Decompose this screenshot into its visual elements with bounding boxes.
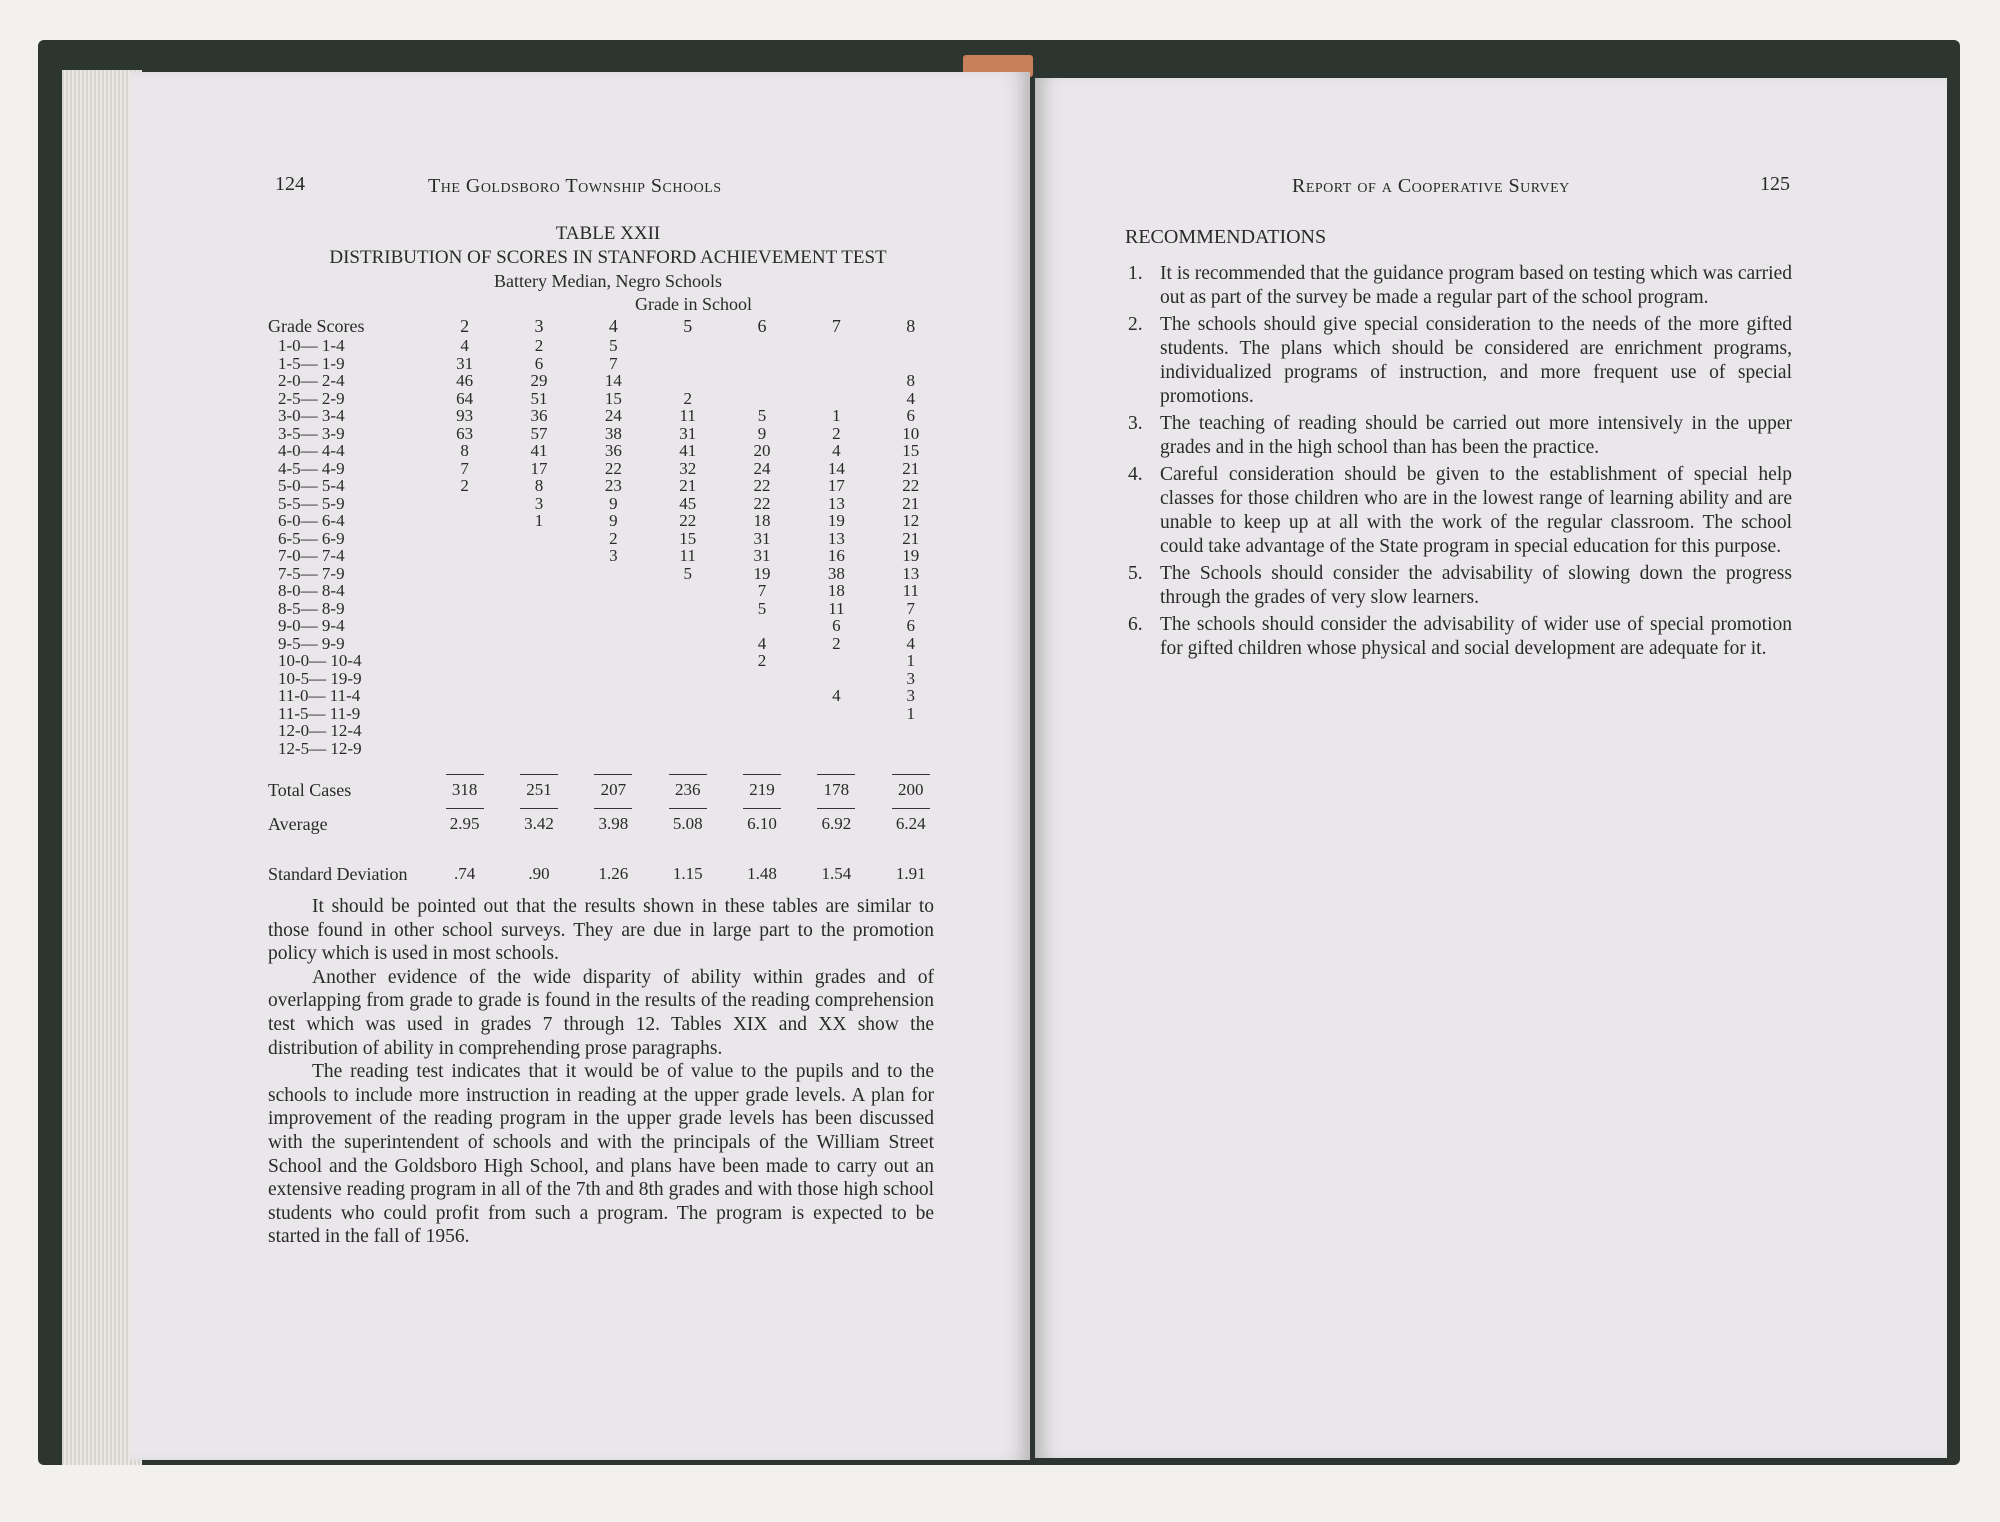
table-cell: 2	[832, 423, 841, 443]
recommendation-item	[1128, 262, 1792, 310]
table-cell	[427, 530, 501, 548]
score-range-label: 3-5— 3-9	[278, 423, 345, 443]
table-cell: 3	[906, 668, 916, 688]
table-cell: 9	[609, 511, 618, 530]
table-cell: 29	[530, 371, 548, 390]
table-cell: 21	[679, 476, 697, 495]
table-cell: 22	[604, 458, 622, 478]
summary-cell: 6.10	[747, 814, 777, 833]
score-range-label: 11-5— 11-9	[278, 703, 361, 723]
table-cell	[651, 652, 725, 670]
table-cell: 5	[757, 406, 767, 425]
table-cell: 8	[534, 476, 544, 495]
table-cell: 31	[679, 423, 697, 443]
table-cell: 31	[456, 353, 474, 373]
summary-cell: 5.08	[672, 814, 703, 833]
table-cell	[651, 705, 725, 723]
table-cell: 1	[906, 651, 916, 670]
recommendation-item	[1128, 613, 1792, 661]
table-cell	[502, 530, 576, 548]
table-cell	[725, 687, 799, 705]
table-cell	[651, 337, 725, 355]
table-cell: 93	[456, 406, 474, 425]
table-cell: 12	[902, 511, 920, 530]
table-cell: 21	[902, 458, 920, 478]
table-cell	[427, 495, 501, 513]
table-cell	[799, 652, 873, 670]
table-row	[268, 705, 948, 723]
score-range-label: 4-5— 4-9	[278, 458, 345, 478]
table-cell	[651, 740, 725, 758]
table-cell: 6	[906, 616, 916, 635]
score-range-label: 7-5— 7-9	[278, 563, 345, 583]
table-cell	[576, 687, 650, 705]
table-row	[268, 512, 948, 530]
table-cell: 19	[902, 546, 920, 565]
summary-row	[268, 839, 948, 883]
table-row	[268, 442, 948, 460]
table-cell: 2	[832, 633, 841, 653]
rule-cell	[502, 757, 576, 775]
spacer	[268, 757, 427, 775]
table-cell: 18	[753, 511, 771, 530]
table-title: TABLE XXII	[555, 223, 661, 244]
table-cell: 19	[753, 563, 771, 583]
table-cell	[427, 600, 501, 618]
table-row	[268, 460, 948, 478]
summary-cell: .74	[453, 864, 476, 883]
table-cell: 24	[604, 406, 622, 425]
table-cell: 3	[534, 493, 544, 513]
table-cell: 22	[753, 476, 771, 495]
table-cell	[502, 705, 576, 723]
table-row	[268, 740, 948, 758]
table-cell	[651, 687, 725, 705]
item-number: 5.	[1128, 563, 1143, 584]
table-cell	[502, 582, 576, 600]
table-cell: 7	[609, 353, 618, 373]
running-head-left: The Goldsboro Township Schools	[428, 175, 722, 197]
table-cell: 6	[906, 406, 916, 425]
rule-cell	[725, 757, 799, 775]
table-cell	[651, 670, 725, 688]
table-cell: 8	[906, 371, 916, 390]
table-cell: 20	[753, 441, 771, 460]
table-cell	[427, 565, 501, 583]
item-number: 4.	[1128, 464, 1143, 485]
summary-row	[268, 775, 948, 805]
table-cell: 2	[683, 388, 692, 408]
table-cell	[725, 372, 799, 390]
table-cell	[799, 390, 873, 408]
score-range-label: 1-0— 1-4	[278, 336, 345, 355]
table-cell	[576, 600, 650, 618]
summary-cell: 2.95	[449, 814, 480, 833]
item-text: The schools should give special consideration to the needs of the more gifted students. The plans which should be considered are enrichment programs, individualized programs of instruction, and more frequent use of special promotions.	[1160, 314, 1792, 407]
table-row	[268, 652, 948, 670]
table-cell: 16	[827, 546, 845, 565]
table-cell: 6	[534, 353, 544, 373]
score-range-label: 9-5— 9-9	[278, 633, 345, 653]
table-cell	[502, 600, 576, 618]
table-cell	[651, 600, 725, 618]
table-cell	[799, 670, 873, 688]
table-row	[268, 390, 948, 408]
page-number-right: 125	[1760, 173, 1790, 195]
table-row	[268, 617, 948, 635]
table-column-group: Grade in School	[635, 294, 752, 314]
table-cell: 15	[902, 441, 920, 460]
table-cell	[799, 337, 873, 355]
grade-column-header: 3	[534, 316, 544, 336]
table-cell: 5	[757, 598, 767, 618]
table-cell: 13	[902, 563, 920, 583]
table-cell	[651, 722, 725, 740]
table-cell	[799, 355, 873, 373]
summary-cell: 1.26	[598, 864, 629, 883]
summary-cell: 318	[451, 780, 478, 799]
table-cell	[502, 617, 576, 635]
table-cell	[576, 705, 650, 723]
table-cell	[427, 547, 501, 565]
table-cell	[874, 355, 948, 373]
recommendation-item	[1128, 562, 1792, 610]
score-range-label: 6-5— 6-9	[278, 528, 345, 548]
table-row	[268, 477, 948, 495]
table-cell	[651, 635, 725, 653]
table-cell: 36	[530, 406, 548, 425]
score-range-label: 4-0— 4-4	[278, 441, 345, 460]
table-cell: 2	[609, 528, 618, 548]
table-cell	[427, 687, 501, 705]
table-cell	[427, 512, 501, 530]
summary-cell: 1.48	[747, 864, 777, 883]
rule-row	[268, 757, 948, 775]
summary-label: Standard Deviation	[268, 864, 408, 884]
table-cell: 9	[757, 423, 767, 443]
table-row	[268, 565, 948, 583]
table-subtitle: DISTRIBUTION OF SCORES IN STANFORD ACHIEVEMENT TEST	[329, 247, 887, 268]
grade-column-header: 6	[757, 316, 767, 336]
score-range-label: 6-0— 6-4	[278, 511, 345, 530]
table-cell: 5	[683, 563, 692, 583]
table-row	[268, 495, 948, 513]
table-cell: 5	[609, 336, 618, 355]
summary-row	[268, 809, 948, 839]
paragraph: Another evidence of the wide disparity of ability within grades and of overlapping from grade to grade is found in the results of the reading comprehension test which was used in grades 7 through 12. Tables XIX and XX show the distribution of ability in comprehending prose paragraphs.	[268, 966, 934, 1059]
table-cell: 4	[906, 633, 916, 653]
table-cell: 7	[906, 598, 916, 618]
score-range-label: 8-0— 8-4	[278, 581, 345, 600]
table-row	[268, 635, 948, 653]
table-cell: 7	[460, 458, 469, 478]
table-cell	[799, 740, 873, 758]
summary-cell: 3.98	[598, 814, 629, 833]
score-range-label: 9-0— 9-4	[278, 616, 345, 635]
item-text: The Schools should consider the advisability of slowing down the progress through the grades of very slow learners.	[1160, 563, 1792, 608]
table-cell: 63	[456, 423, 474, 443]
item-text: The teaching of reading should be carried out more intensively in the upper grades and in the high school than has been the practice.	[1160, 413, 1792, 458]
table-cell: 3	[906, 686, 916, 705]
table-row	[268, 670, 948, 688]
table-cell	[502, 687, 576, 705]
table-cell	[799, 372, 873, 390]
table-cell: 17	[827, 476, 845, 495]
table-cell	[725, 705, 799, 723]
table-cell: 41	[679, 441, 697, 460]
table-cell: 1	[534, 511, 544, 530]
score-range-label: 12-5— 12-9	[278, 738, 362, 758]
body-text-left	[268, 895, 934, 1249]
table-cell	[799, 722, 873, 740]
table-cell: 14	[827, 458, 845, 478]
score-range-label: 3-0— 3-4	[278, 406, 345, 425]
table-cell: 1	[832, 406, 841, 425]
table-row	[268, 337, 948, 355]
summary-label: Average	[268, 814, 328, 834]
rule-cell	[799, 757, 873, 775]
table-header-row	[268, 315, 948, 337]
table-cell	[427, 582, 501, 600]
table-cell	[502, 670, 576, 688]
item-number: 6.	[1128, 614, 1143, 635]
score-range-label: 5-0— 5-4	[278, 476, 345, 495]
table-row	[268, 355, 948, 373]
summary-cell: 219	[749, 780, 775, 799]
recommendation-item	[1128, 463, 1792, 559]
table-cell: 11	[679, 546, 696, 565]
table-row	[268, 372, 948, 390]
table-cell	[725, 670, 799, 688]
table-cell: 15	[604, 388, 622, 408]
item-number: 2.	[1128, 314, 1143, 335]
table-cell: 13	[827, 528, 845, 548]
table-cell	[874, 740, 948, 758]
table-cell: 46	[456, 371, 474, 390]
table-cell	[576, 670, 650, 688]
table-row	[268, 425, 948, 443]
grade-column-header: 7	[831, 316, 841, 336]
table-cell	[576, 582, 650, 600]
table-cell	[502, 740, 576, 758]
table-row	[268, 722, 948, 740]
table-cell	[427, 705, 501, 723]
table-cell	[502, 547, 576, 565]
table-cell: 14	[604, 371, 622, 390]
rule-cell	[651, 757, 725, 775]
table-cell: 13	[827, 493, 845, 513]
table-cell: 3	[609, 546, 618, 565]
rule-cell	[874, 757, 948, 775]
table-cell: 1	[906, 703, 916, 723]
rule-cell	[427, 757, 501, 775]
item-text: Careful consideration should be given to the establishment of special help classes for those children who are in the lowest range of learning ability and are unable to keep up at all with the work of the regular classroom. The school could take advantage of the State program in special education for this purpose.	[1160, 464, 1792, 557]
table-cell: 17	[530, 458, 548, 478]
table-subsubtitle: Battery Median, Negro Schools	[494, 271, 722, 291]
summary-cell: 178	[823, 780, 850, 799]
summary-cell: .90	[528, 864, 550, 883]
table-cell	[651, 355, 725, 373]
table-cell	[427, 635, 501, 653]
score-range-label: 5-5— 5-9	[278, 493, 345, 513]
table-cell: 64	[456, 388, 474, 408]
table-cell: 19	[827, 511, 845, 530]
score-range-label: 10-0— 10-4	[278, 651, 362, 670]
table-cell	[725, 337, 799, 355]
table-cell	[576, 722, 650, 740]
table-cell: 4	[906, 388, 916, 408]
table-cell	[427, 740, 501, 758]
table-cell	[502, 565, 576, 583]
table-cell: 4	[832, 686, 841, 705]
rule-cell	[576, 757, 650, 775]
summary-cell: 6.92	[821, 814, 852, 833]
grade-column-header: 2	[460, 316, 470, 336]
table-cell: 9	[609, 493, 618, 513]
table-cell	[725, 390, 799, 408]
summary-cell: 236	[674, 780, 701, 799]
running-head-right: Report of a Cooperative Survey	[1292, 175, 1570, 197]
table-row	[268, 687, 948, 705]
table-cell: 11	[679, 406, 696, 425]
table-cell: 15	[679, 528, 697, 548]
score-range-label: 2-5— 2-9	[278, 388, 345, 408]
paragraph: The reading test indicates that it would be of value to the pupils and to the schools to include more instruction in reading at the upper grade levels. A plan for improvement of the reading program in the upper grade levels has been discussed with the superintendent of schools and with the principals of the William Street School and the Goldsboro High School, and plans have been made to carry out an extensive reading program in all of the 7th and 8th grades and with those high school students who could profit from such a program. The program is expected to be started in the fall of 1956.	[268, 1061, 934, 1248]
table-cell: 51	[530, 388, 548, 408]
summary-cell: 3.42	[524, 814, 554, 833]
table-row	[268, 530, 948, 548]
table-cell	[799, 705, 873, 723]
table-cell: 21	[902, 493, 920, 513]
recommendations-list	[1128, 262, 1792, 664]
table-cell	[651, 372, 725, 390]
table-cell: 11	[902, 581, 919, 600]
table-cell	[427, 617, 501, 635]
table-cell: 57	[530, 423, 548, 443]
score-range-label: 1-5— 1-9	[278, 353, 345, 373]
table-cell: 21	[902, 528, 920, 548]
table-cell: 4	[460, 336, 469, 355]
summary-cell: 1.54	[821, 864, 852, 883]
table-cell	[874, 337, 948, 355]
table-row	[268, 600, 948, 618]
item-text: It is recommended that the guidance program based on testing which was carried out as part of the survey be made a regular part of the school program.	[1160, 263, 1792, 308]
summary-cell: 6.24	[895, 814, 926, 833]
table-cell: 41	[530, 441, 548, 460]
table-cell: 23	[604, 476, 622, 495]
table-cell	[725, 740, 799, 758]
summary-cell: 251	[526, 780, 552, 799]
table-cell	[576, 635, 650, 653]
table-cell: 38	[604, 423, 622, 443]
grade-column-header: 4	[608, 316, 618, 336]
table-cell	[502, 652, 576, 670]
table-cell: 31	[753, 546, 771, 565]
table-cell	[576, 740, 650, 758]
table-cell: 22	[902, 476, 920, 495]
table-cell	[427, 652, 501, 670]
summary-cell: 200	[898, 780, 924, 799]
table-cell: 38	[827, 563, 845, 583]
table-cell	[427, 722, 501, 740]
grade-column-header: 8	[906, 316, 916, 336]
row-header: Grade Scores	[268, 316, 365, 336]
table-cell	[576, 617, 650, 635]
table-cell: 45	[679, 493, 697, 513]
table-cell: 2	[757, 651, 767, 670]
table-cell	[651, 617, 725, 635]
table-cell: 7	[757, 581, 767, 600]
table-cell: 31	[753, 528, 771, 548]
summary-cell: 207	[600, 780, 627, 799]
table-cell	[874, 722, 948, 740]
score-range-label: 8-5— 8-9	[278, 598, 345, 618]
table-cell: 2	[460, 476, 469, 495]
score-range-label: 12-0— 12-4	[278, 721, 362, 740]
table-cell: 24	[753, 458, 771, 478]
left-page-content	[268, 222, 948, 1249]
table-cell: 4	[832, 441, 841, 460]
recommendation-item	[1128, 412, 1792, 460]
table-cell: 4	[757, 633, 767, 653]
score-range-label: 11-0— 11-4	[278, 686, 361, 705]
table-cell	[651, 582, 725, 600]
table-cell	[502, 635, 576, 653]
summary-cell: 1.91	[895, 864, 926, 883]
paragraph: It should be pointed out that the results shown in these tables are similar to those found in other school surveys. They are due in large part to the promotion policy which is used in most schools.	[268, 896, 934, 965]
table-cell	[725, 355, 799, 373]
table-cell	[576, 652, 650, 670]
summary-cell: 1.15	[672, 864, 703, 883]
page-number-left: 124	[275, 173, 305, 195]
table-row	[268, 407, 948, 425]
table-cell: 2	[534, 336, 544, 355]
item-text: The schools should consider the advisability of wider use of special promotion for gifted children whose physical and social development are adequate for it.	[1160, 614, 1792, 659]
table-cell: 10	[902, 423, 920, 443]
table-cell	[725, 617, 799, 635]
score-range-label: 2-0— 2-4	[278, 371, 345, 390]
table-cell: 22	[679, 511, 697, 530]
table-cell	[725, 722, 799, 740]
score-range-label: 7-0— 7-4	[278, 546, 345, 565]
item-number: 3.	[1128, 413, 1143, 434]
table-cell	[502, 722, 576, 740]
recommendations-heading: RECOMMENDATIONS	[1125, 226, 1327, 248]
table-cell: 36	[604, 441, 622, 460]
table-cell: 8	[460, 441, 469, 460]
table-row	[268, 547, 948, 565]
score-range-label: 10-5— 19-9	[278, 668, 362, 688]
table-cell	[576, 565, 650, 583]
table-row	[268, 582, 948, 600]
grade-column-header: 5	[683, 316, 693, 336]
summary-label: Total Cases	[268, 780, 352, 800]
table-cell: 32	[679, 458, 697, 478]
table-cell: 6	[832, 616, 841, 635]
table-cell: 18	[827, 581, 845, 600]
recommendation-item	[1128, 313, 1792, 409]
table-cell	[427, 670, 501, 688]
item-number: 1.	[1128, 263, 1143, 284]
distribution-table	[268, 315, 948, 883]
table-cell: 11	[828, 598, 845, 618]
table-cell: 22	[753, 493, 771, 513]
